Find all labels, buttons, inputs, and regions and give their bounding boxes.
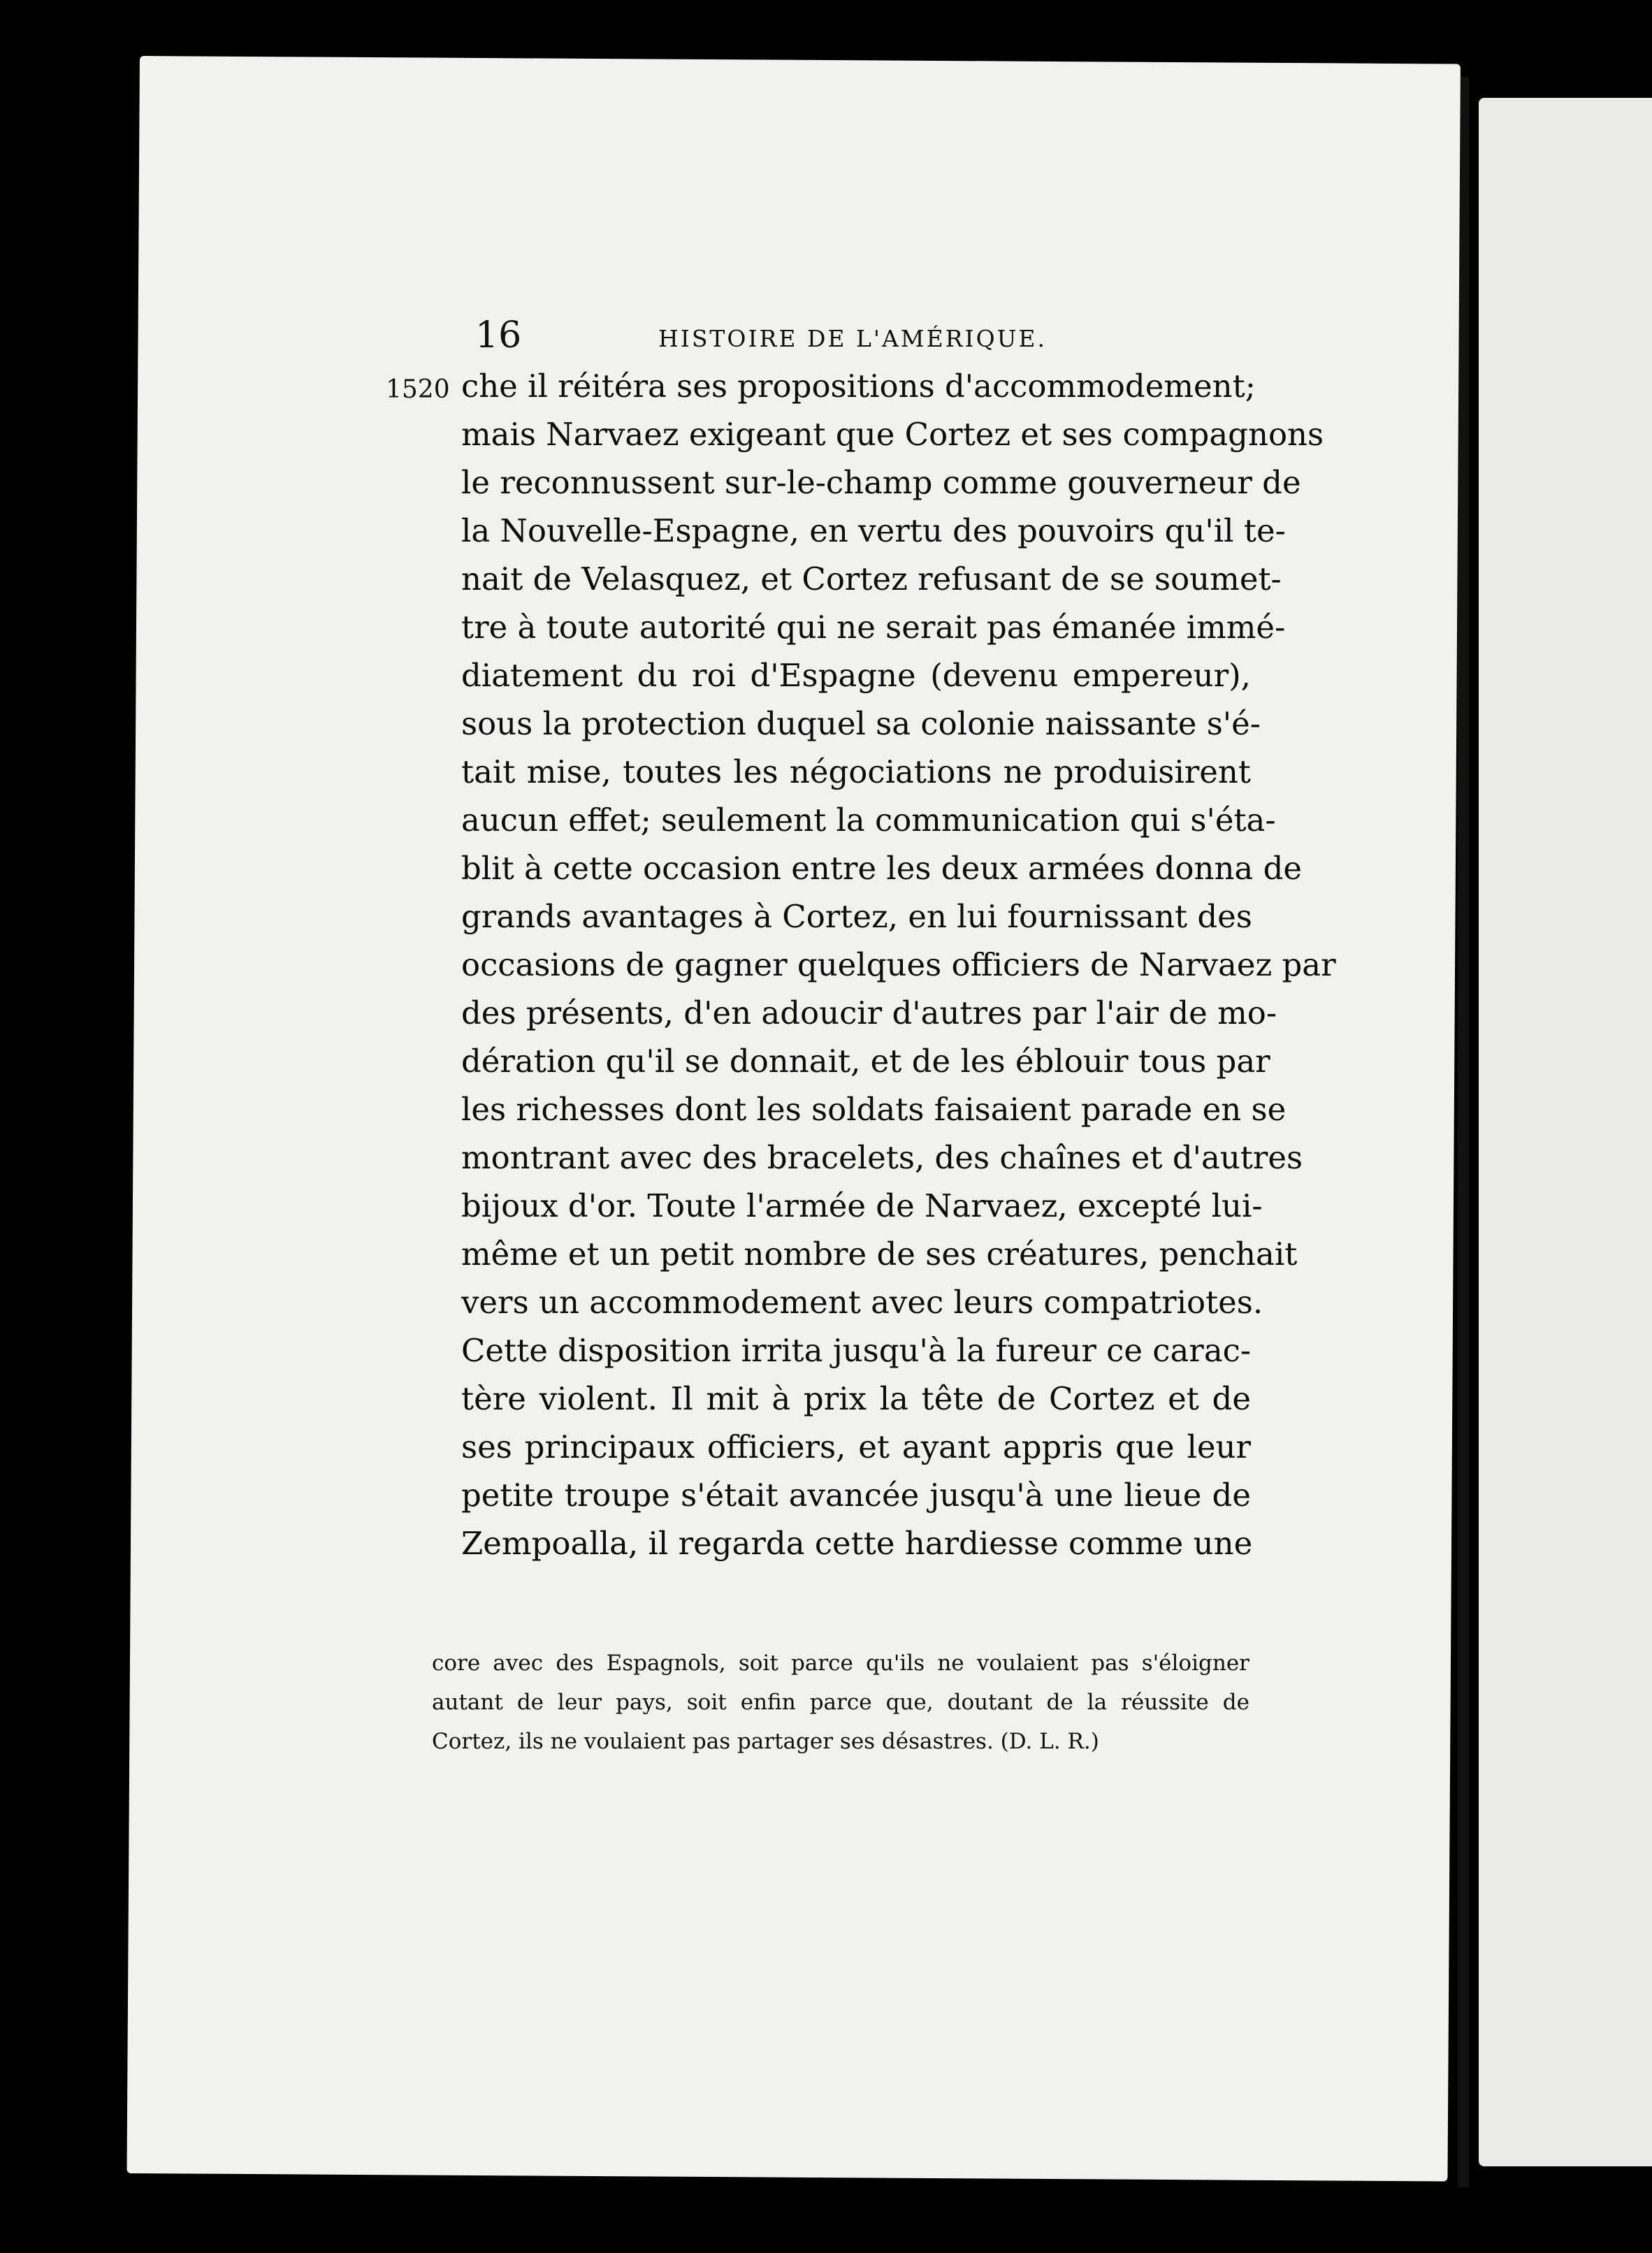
- running-title: HISTOIRE DE L'AMÉRIQUE.: [658, 325, 1048, 352]
- footnote-line: core avec des Espagnols, soit parce qu'ils ne voulaient pas s'éloigner: [432, 1651, 1249, 1676]
- body-line: tère violent. Il mit à prix la tête de Cortez et de: [461, 1380, 1251, 1417]
- body-line: même et un petit nombre de ses créatures, penchait: [461, 1236, 1298, 1273]
- page-number: 16: [475, 314, 522, 356]
- body-line: nait de Velasquez, et Cortez refusant de se soumet-: [461, 560, 1282, 597]
- body-line: le reconnussent sur-le-champ comme gouverneur de: [461, 464, 1301, 501]
- body-text: [461, 362, 1336, 1567]
- body-line: des présents, d'en adoucir d'autres par l'air de mo-: [461, 994, 1277, 1031]
- body-line: aucun effet; seulement la communication qui s'éta-: [461, 802, 1276, 839]
- body-line: blit à cette occasion entre les deux armées donna de: [461, 850, 1303, 887]
- page-gutter-shadow: [1458, 77, 1469, 2187]
- footnote: [432, 1644, 1249, 1761]
- margin-year-note: 1520: [386, 375, 450, 404]
- body-line: che il réitéra ses propositions d'accommodement;: [461, 368, 1256, 405]
- body-line: occasions de gagner quelques officiers de Narvaez par: [461, 946, 1336, 983]
- body-line: bijoux d'or. Toute l'armée de Narvaez, excepté lui-: [461, 1187, 1263, 1224]
- footnote-line: Cortez, ils ne voulaient pas partager ses désastres. (D. L. R.): [432, 1729, 1099, 1754]
- body-line: les richesses dont les soldats faisaient parade en se: [461, 1091, 1287, 1128]
- footnote-line: autant de leur pays, soit enfin parce que, doutant de la réussite de: [432, 1690, 1249, 1715]
- body-line: tre à toute autorité qui ne serait pas émanée immé-: [461, 609, 1286, 646]
- body-line: Cette disposition irrita jusqu'à la fureur ce carac-: [461, 1332, 1252, 1369]
- body-line: petite troupe s'était avancée jusqu'à une lieue de: [461, 1477, 1251, 1514]
- body-line: montrant avec des bracelets, des chaînes et d'autres: [461, 1139, 1303, 1176]
- body-line: la Nouvelle-Espagne, en vertu des pouvoirs qu'il te-: [461, 512, 1286, 549]
- body-line: sous la protection duquel sa colonie naissante s'é-: [461, 705, 1261, 742]
- body-line: vers un accommodement avec leurs compatriotes.: [461, 1284, 1263, 1321]
- body-line: mais Narvaez exigeant que Cortez et ses compagnons: [461, 416, 1324, 453]
- body-line: ses principaux officiers, et ayant appris que leur: [461, 1428, 1251, 1465]
- body-line: dération qu'il se donnait, et de les éblouir tous par: [461, 1043, 1270, 1080]
- body-line: Zempoalla, il regarda cette hardiesse comme une: [461, 1525, 1253, 1562]
- page-header: [475, 307, 1300, 363]
- body-line: tait mise, toutes les négociations ne produisirent: [461, 753, 1251, 790]
- body-line: diatement du roi d'Espagne (devenu empereur),: [461, 657, 1251, 694]
- body-line: grands avantages à Cortez, en lui fournissant des: [461, 898, 1252, 935]
- adjacent-page-edge: [1479, 98, 1652, 2166]
